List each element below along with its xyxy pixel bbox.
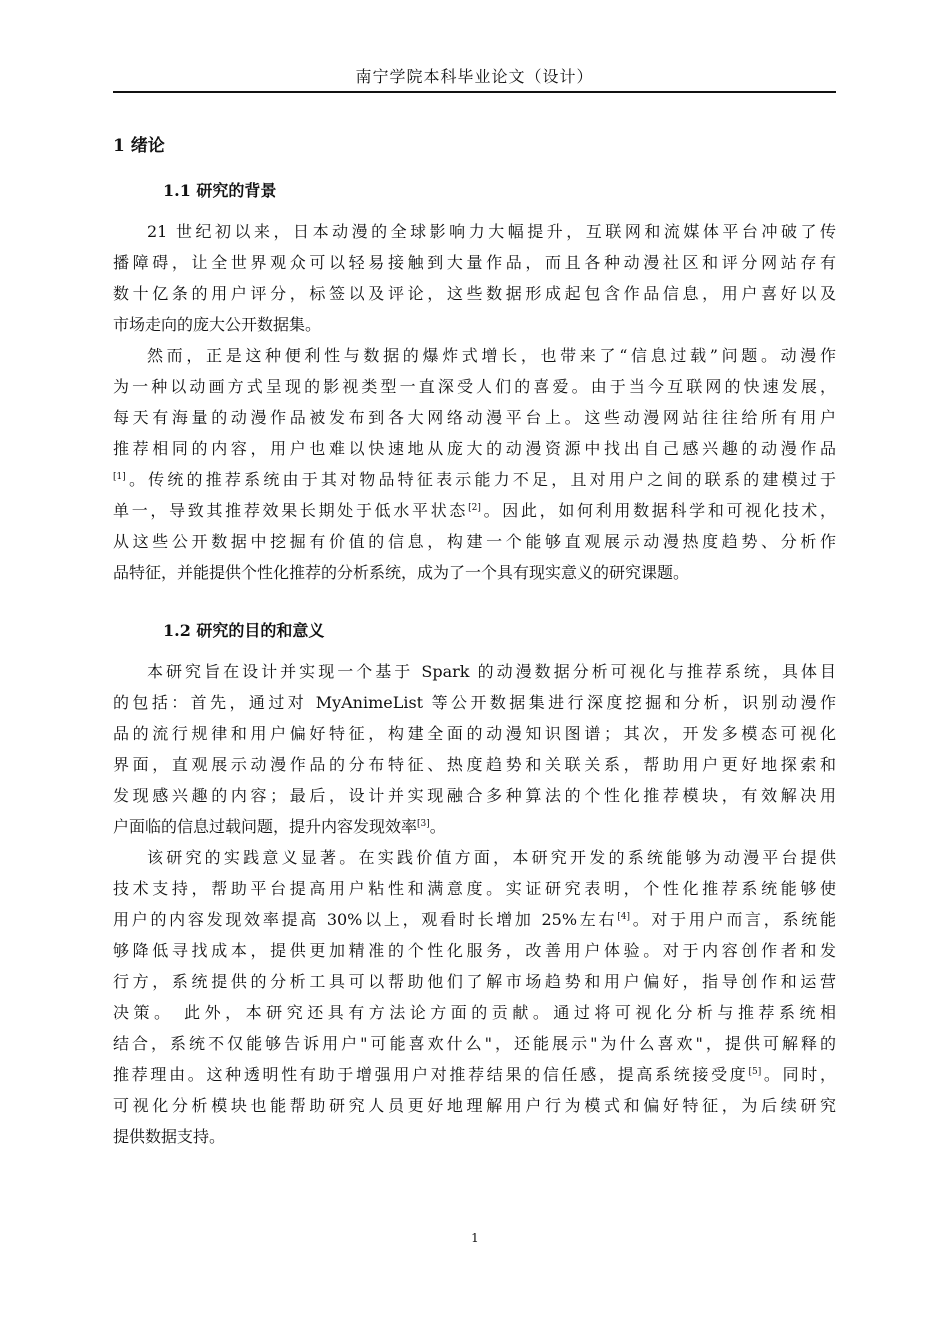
text-line <box>113 1059 836 1090</box>
text-line <box>113 966 836 997</box>
text-line <box>113 873 836 904</box>
line-text: 行方，系统提供的分析工具可以帮助他们了解市场趋势和用户偏好，指导创作和运营 <box>113 972 836 991</box>
paragraph <box>113 216 836 340</box>
line-text: 推荐理由。这种透明性有助于增强用户对推荐结果的信任感，提高系统接受度 <box>113 1065 749 1084</box>
text-line <box>113 1121 836 1152</box>
running-header: 南宁学院本科毕业论文（设计） <box>355 67 594 86</box>
line-text: 的包括：首先，通过对 MyAnimeList 等公开数据集进行深度挖掘和分析，识别动漫作 <box>113 693 836 712</box>
line-text: 。对于用户而言，系统能 <box>629 910 836 929</box>
text-line <box>113 749 836 780</box>
line-text: 为一种以动画方式呈现的影视类型一直深受人们的喜爱。由于当今互联网的快速发展， <box>113 377 836 396</box>
citation-ref: [4] <box>617 912 630 922</box>
line-text: 界面，直观展示动漫作品的分布特征、热度趋势和关联关系，帮助用户更好地探索和 <box>113 755 836 774</box>
citation-ref: [1] <box>113 472 126 482</box>
paragraph <box>113 656 836 842</box>
line-text: 。 <box>429 817 446 836</box>
line-text: 户面临的信息过载问题，提升内容发现效率 <box>113 817 418 836</box>
text-line <box>113 340 836 371</box>
line-text: 推荐相同的内容，用户也难以快速地从庞大的动漫资源中找出自己感兴趣的动漫作品 <box>113 439 836 458</box>
chapter-title: 1 绪论 <box>113 136 165 156</box>
line-text: 数十亿条的用户评分，标签以及评论，这些数据形成起包含作品信息，用户喜好以及 <box>113 284 836 303</box>
line-text: 品的流行规律和用户偏好特征，构建全面的动漫知识图谱；其次，开发多模态可视化 <box>113 724 836 743</box>
text-line <box>113 842 836 873</box>
line-text: 够降低寻找成本，提供更加精准的个性化服务，改善用户体验。对于内容创作者和发 <box>113 941 836 960</box>
text-line <box>113 904 836 935</box>
text-line <box>113 526 836 557</box>
line-text: 。因此，如何利用数据科学和可视化技术， <box>480 501 836 520</box>
text-line <box>113 495 836 526</box>
line-text: 决策。 此外，本研究还具有方法论方面的贡献。通过将可视化分析与推荐系统相 <box>113 1003 836 1022</box>
line-text: 本研究旨在设计并实现一个基于 Spark 的动漫数据分析可视化与推荐系统，具体目 <box>147 662 836 681</box>
text-line <box>113 278 836 309</box>
text-line <box>113 1090 836 1121</box>
text-line <box>113 309 836 340</box>
line-text: 提供数据支持。 <box>113 1127 226 1146</box>
line-text: 从这些公开数据中挖掘有价值的信息，构建一个能够直观展示动漫热度趋势、分析作 <box>113 532 836 551</box>
text-line <box>113 780 836 811</box>
line-text: 播障碍，让全世界观众可以轻易接触到大量作品，而且各种动漫社区和评分网站存有 <box>113 253 836 272</box>
line-text: 技术支持，帮助平台提高用户粘性和满意度。实证研究表明，个性化推荐系统能够使 <box>113 879 836 898</box>
header-rule <box>113 91 836 93</box>
text-line <box>113 997 836 1028</box>
line-text: 结合，系统不仅能够告诉用户"可能喜欢什么"，还能展示"为什么喜欢"，提供可解释的 <box>113 1034 836 1053</box>
text-line <box>113 433 836 464</box>
text-line <box>113 216 836 247</box>
text-line <box>113 935 836 966</box>
line-text: 然而，正是这种便利性与数据的爆炸式增长，也带来了“信息过载”问题。动漫作 <box>147 346 836 365</box>
citation-ref: [5] <box>748 1067 762 1077</box>
section-title-1-2: 1.2 研究的目的和意义 <box>163 621 325 640</box>
text-line <box>113 402 836 433</box>
text-line <box>113 371 836 402</box>
line-text: 单一，导致其推荐效果长期处于低水平状态 <box>113 501 469 520</box>
paragraph <box>113 340 836 588</box>
line-text: 。传统的推荐系统由于其对物品特征表示能力不足，且对用户之间的联系的建模过于 <box>125 470 836 489</box>
paragraph <box>113 842 836 1152</box>
section-title-1-1: 1.1 研究的背景 <box>163 181 277 200</box>
citation-ref: [2] <box>468 503 481 513</box>
line-text: 发现感兴趣的内容；最后，设计并实现融合多种算法的个性化推荐模块，有效解决用 <box>113 786 836 805</box>
page-number: 1 <box>471 1231 479 1245</box>
text-line <box>113 1028 836 1059</box>
line-text: 市场走向的庞大公开数据集。 <box>113 315 322 334</box>
text-line <box>113 247 836 278</box>
text-line <box>113 718 836 749</box>
line-text: 21 世纪初以来，日本动漫的全球影响力大幅提升，互联网和流媒体平台冲破了传 <box>147 222 836 241</box>
text-line <box>113 464 836 495</box>
line-text: 该研究的实践意义显著。在实践价值方面，本研究开发的系统能够为动漫平台提供 <box>147 848 836 867</box>
line-text: 每天有海量的动漫作品被发布到各大网络动漫平台上。这些动漫网站往往给所有用户 <box>113 408 836 427</box>
line-text: 。同时， <box>761 1065 836 1084</box>
line-text: 用户的内容发现效率提高 30%以上，观看时长增加 25%左右 <box>113 910 618 929</box>
citation-ref: [3] <box>417 819 430 829</box>
text-line <box>113 557 836 588</box>
text-line <box>113 687 836 718</box>
line-text: 品特征，并能提供个性化推荐的分析系统，成为了一个具有现实意义的研究课题。 <box>113 563 690 582</box>
text-line <box>113 811 836 842</box>
text-line <box>113 656 836 687</box>
line-text: 可视化分析模块也能帮助研究人员更好地理解用户行为模式和偏好特征，为后续研究 <box>113 1096 836 1115</box>
